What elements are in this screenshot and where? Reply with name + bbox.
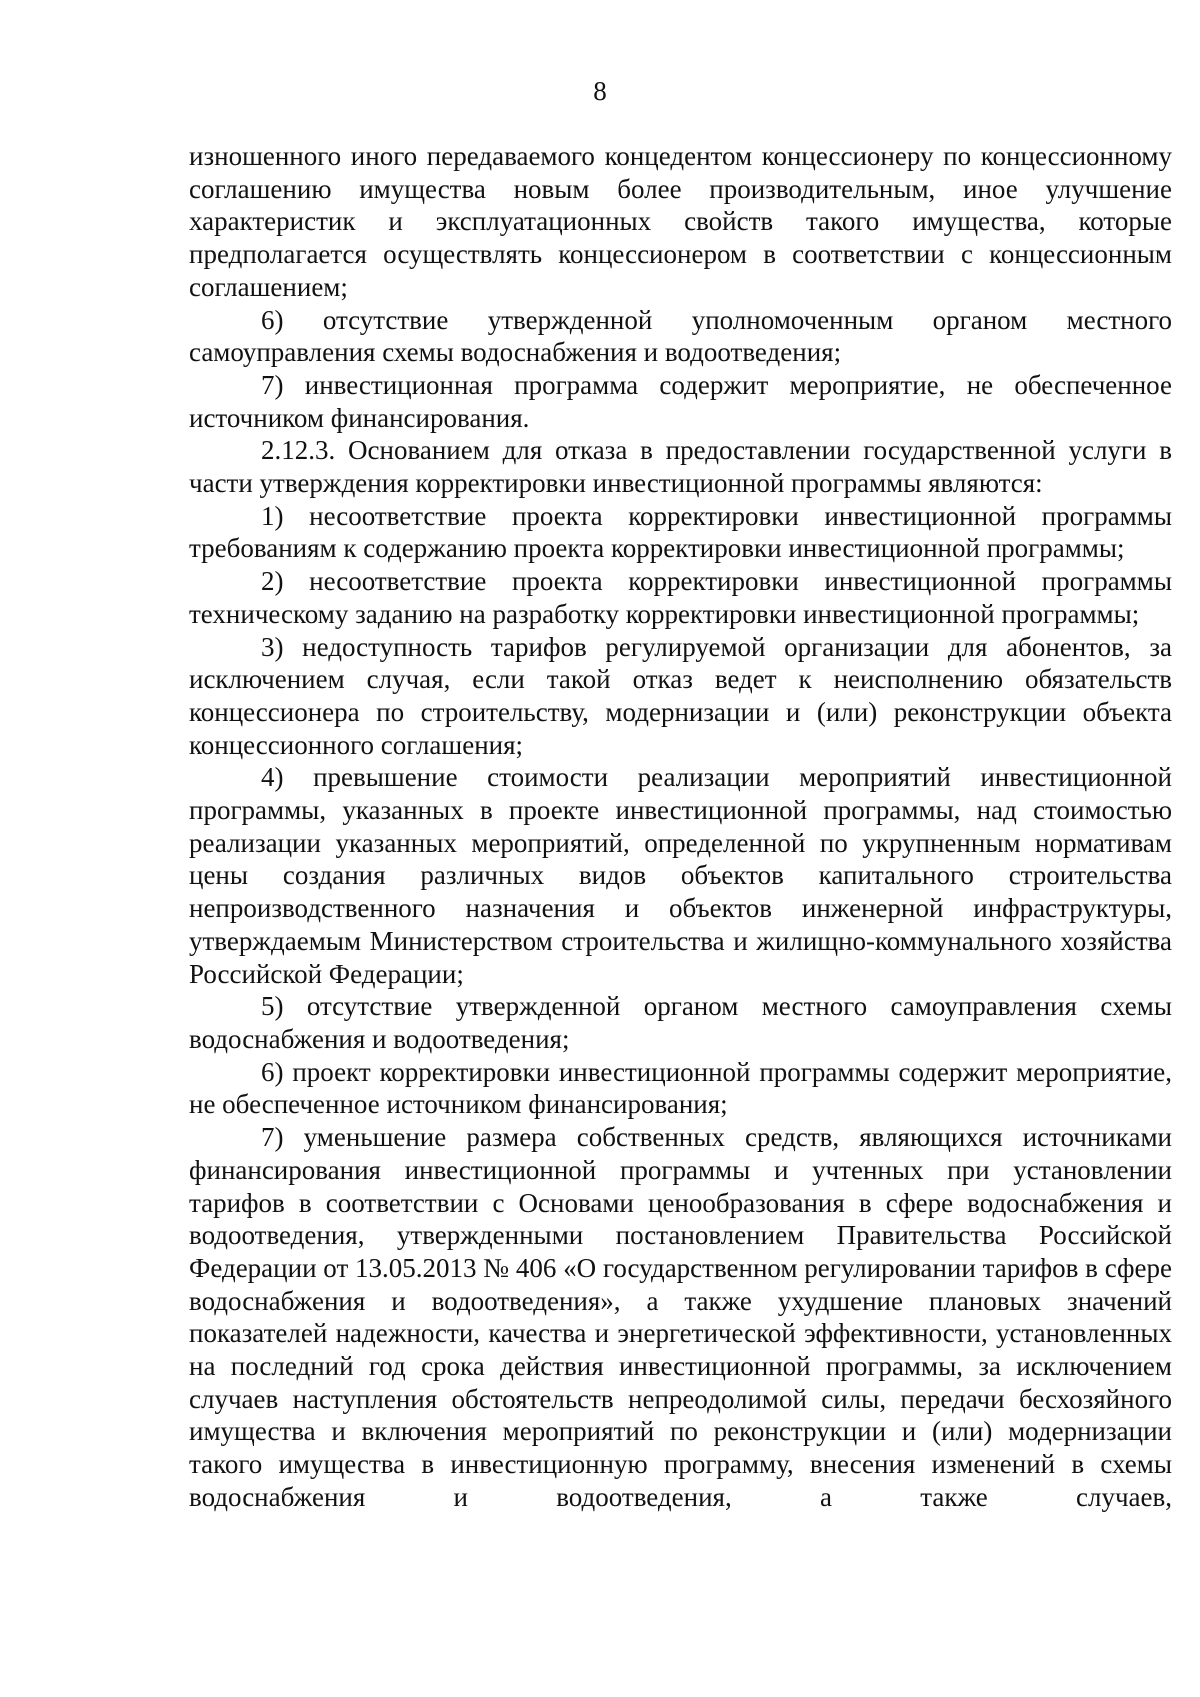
paragraph-item-5: 5) отсутствие утвержденной органом местного самоуправления схемы водоснабжения и водоотведения; bbox=[189, 991, 1172, 1054]
paragraph-item-3: 3) недоступность тарифов регулируемой организации для абонентов, за исключением случая, если такой отказ ведет к неисполнению обязательств концессионера по строительству, модернизации и (или) реконструкции объекта концессионного соглашения; bbox=[189, 631, 1172, 760]
paragraph-item-4: 4) превышение стоимости реализации мероприятий инвестиционной программы, указанных в проекте инвестиционной программы, над стоимостью реализации указанных мероприятий, определенной по укрупненным нормативам цены создания различных видов объектов капитального строительства непроизводственного назначения и объектов инженерной инфраструктуры, утверждаемым Министерством строительства и жилищно-коммунального хозяйства Российской Федерации; bbox=[189, 762, 1172, 989]
paragraph-item-7-financing: 7) инвестиционная программа содержит мероприятие, не обеспеченное источником финансирования. bbox=[189, 369, 1172, 433]
paragraph-item-6-scheme: 6) отсутствие утвержденной уполномоченным органом местного самоуправления схемы водоснабжения и водоотведения; bbox=[189, 304, 1172, 368]
paragraph-item-7: 7) уменьшение размера собственных средств, являющихся источниками финансирования инвестиционной программы и учтенных при установлении тарифов в соответствии с Основами ценообразования в сфере водоснабжения и водоотведения, утвержденными постановлением Правительства Российской Федерации от 13.05.2013 № 406 «О государственном регулировании тарифов в сфере водоснабжения и водоотведения», а также ухудшение плановых значений показателей надежности, качества и энергетической эффективности, установленных на последний год срока действия инвестиционной программы, за исключением случаев наступления обстоятельств непреодолимой силы, передачи бесхозяйного имущества и включения мероприятий по реконструкции и (или) модернизации такого имущества в инвестиционную программу, внесения изменений в схемы водоснабжения и водоотведения, а также случаев, bbox=[189, 1122, 1172, 1512]
paragraph-item-1: 1) несоответствие проекта корректировки инвестиционной программы требованиям к содержанию проекта корректировки инвестиционной программы; bbox=[189, 500, 1172, 564]
paragraph-2-12-3: 2.12.3. Основанием для отказа в предоставлении государственной услуги в части утверждения корректировки инвестиционной программы являются: bbox=[189, 435, 1172, 499]
paragraph-continuation: изношенного иного передаваемого концедентом концессионеру по концессионному соглашению имущества новым более производительным, иное улучшение характеристик и эксплуатационных свойств такого имущества, которые предполагается осуществлять концессионером в соответствии с концессионным соглашением; bbox=[189, 141, 1172, 302]
page-number: 8 bbox=[593, 76, 607, 106]
document-body bbox=[189, 140, 1172, 1514]
paragraph-item-6: 6) проект корректировки инвестиционной программы содержит мероприятие, не обеспеченное источником финансирования; bbox=[189, 1056, 1172, 1120]
paragraph-item-2: 2) несоответствие проекта корректировки инвестиционной программы техническому заданию на разработку корректировки инвестиционной программы; bbox=[189, 566, 1172, 629]
